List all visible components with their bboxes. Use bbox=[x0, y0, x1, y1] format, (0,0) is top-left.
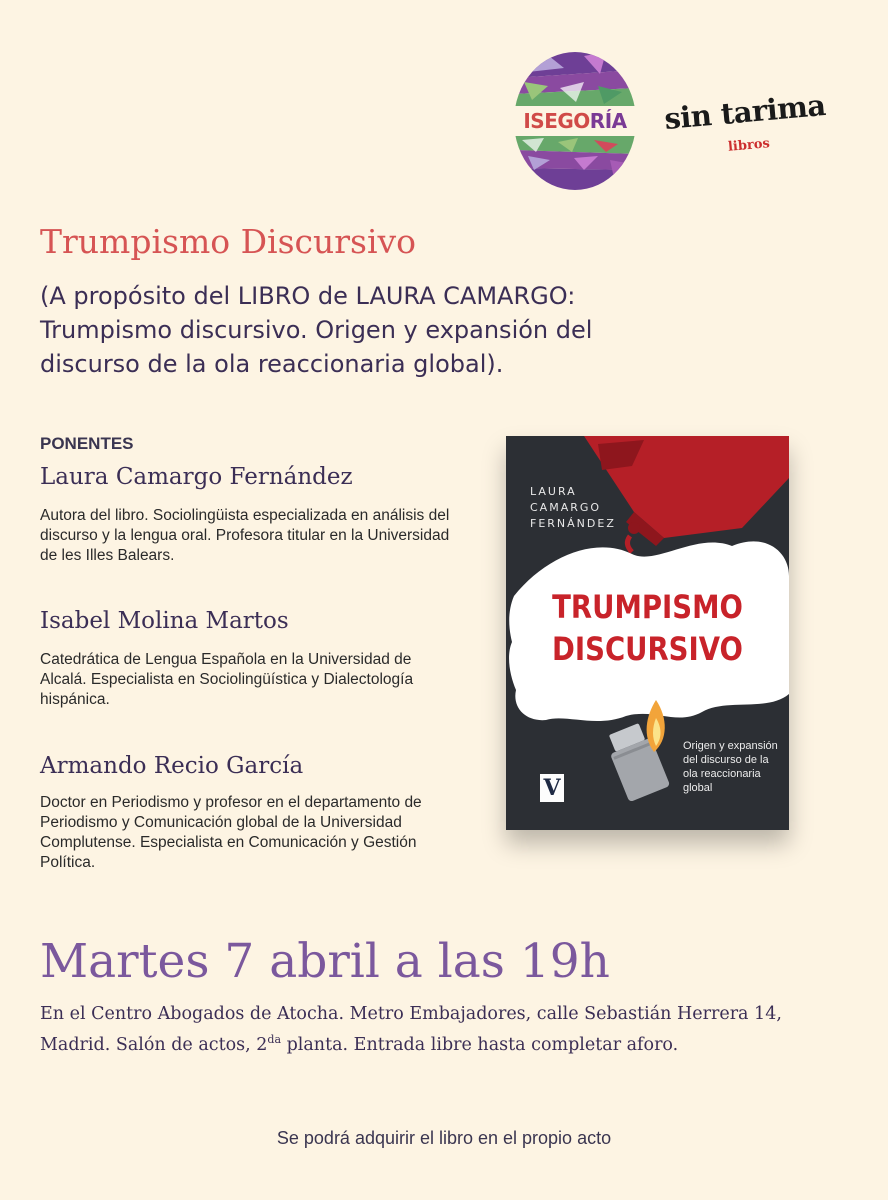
publisher-logo: V bbox=[540, 774, 564, 802]
speaker-name-3: Armando Recio García bbox=[40, 753, 304, 779]
speaker-description-2: Catedrática de Lengua Española en la Universidad de Alcalá. Especialista en Sociolingüística y Dialectología hispánica. bbox=[40, 651, 414, 708]
event-datetime: Martes 7 abril a las 19h bbox=[40, 934, 610, 989]
event-location: En el Centro Abogados de Atocha. Metro Embajadores, calle Sebastián Herrera 14, Madrid. Salón de actos, $2^{da}$ planta. Entrada libre hasta completar aforo. bbox=[40, 1004, 782, 1055]
book-subtitle: Origen y expansión del discurso de la ola reaccionaria global bbox=[683, 740, 778, 794]
sin-tarima-logo bbox=[663, 88, 834, 158]
sin-tarima-wordmark: sin tarima bbox=[663, 88, 827, 136]
event-title: Trumpismo Discursivo bbox=[40, 222, 417, 261]
event-subtitle: (A propósito del LIBRO de LAURA CAMARGO: Trumpismo discursivo. Origen y expansión del discurso de la ola reaccionaria global). bbox=[40, 282, 593, 378]
isegoria-logo bbox=[514, 52, 636, 190]
footer-note: Se podrá adquirir el libro en el propio acto bbox=[276, 1128, 612, 1148]
speaker-name-1: Laura Camargo Fernández bbox=[40, 464, 353, 490]
book-author: LAURA CAMARGO FERNÁNDEZ bbox=[530, 485, 616, 530]
speaker-name-2: Isabel Molina Martos bbox=[40, 608, 289, 634]
sin-tarima-sub: libros bbox=[727, 136, 771, 155]
speaker-description-1: Autora del libro. Sociolingüista especializada en análisis del discurso y la lengua oral. Profesora titular en la Universidad de les Illes Balears. bbox=[40, 507, 450, 564]
speaker-description-3: Doctor en Periodismo y profesor en el departamento de Periodismo y Comunicación global de la Universidad Complutense. Especialista en Comunicación y Gestión Política. bbox=[40, 794, 422, 871]
speakers-label: PONENTES bbox=[40, 434, 134, 453]
book-cover bbox=[506, 436, 789, 830]
isegoria-wordmark: ISEGORÍA bbox=[514, 106, 636, 136]
book-title: TRUMPISMO DISCURSIVO bbox=[552, 588, 743, 668]
